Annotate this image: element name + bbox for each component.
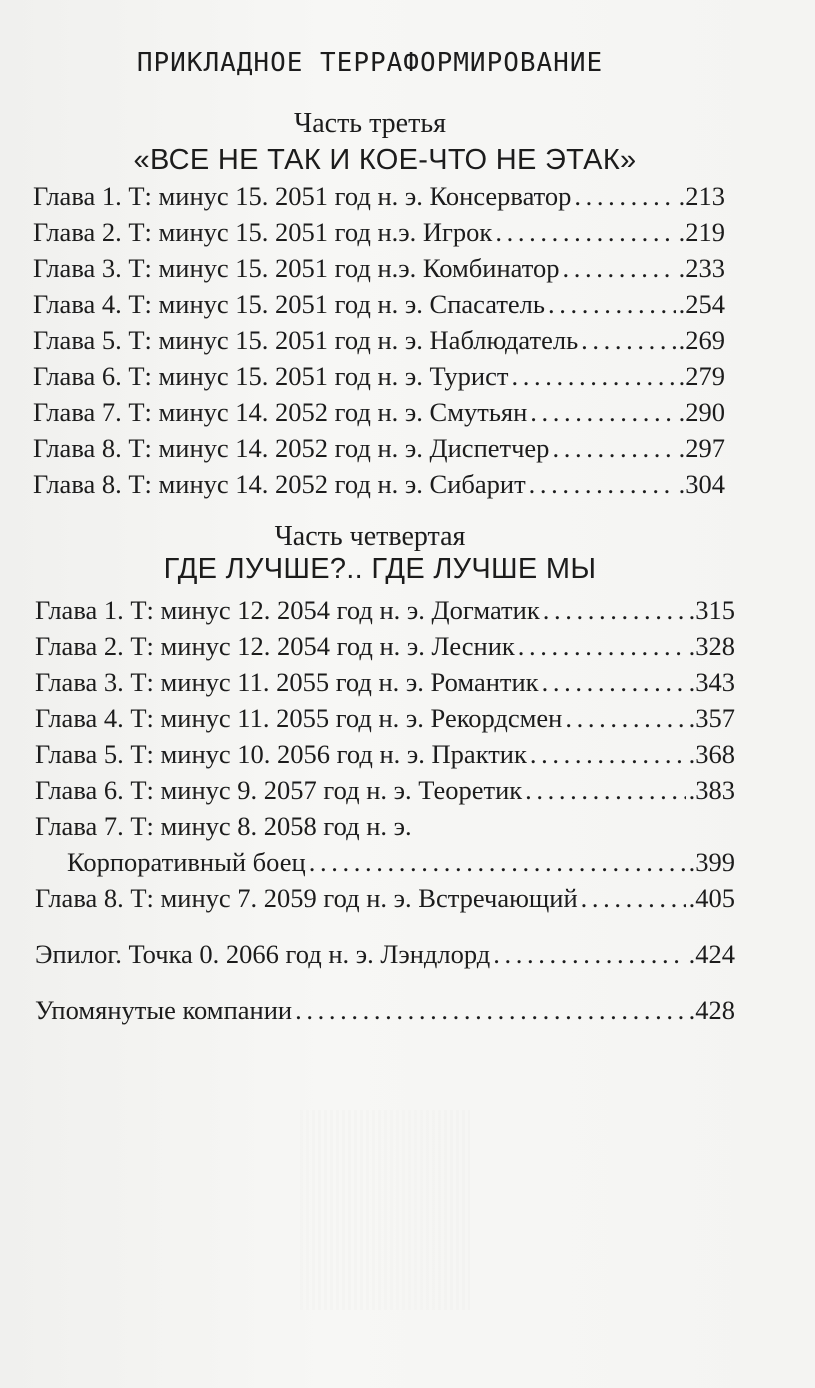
- entry-title: Глава 5. Т: минус 15. 2051 год н. э. Наблюдатель: [33, 325, 579, 355]
- entry-page: .254: [678, 289, 725, 319]
- spacer: [35, 975, 735, 995]
- dot-leader: [565, 703, 685, 734]
- dot-leader: [495, 217, 675, 248]
- part-four-label: Часть четвертая: [274, 521, 466, 552]
- toc-entry[interactable]: [35, 883, 735, 919]
- entry-page: .368: [688, 739, 735, 769]
- toc-entry[interactable]: [35, 739, 735, 775]
- dot-leader: [542, 667, 686, 698]
- dot-leader: [548, 289, 676, 320]
- entry-page: .304: [678, 469, 725, 499]
- toc-entry[interactable]: [33, 253, 725, 289]
- entry-title: Глава 7. Т: минус 14. 2052 год н. э. Смутьян: [33, 397, 528, 427]
- toc-entry[interactable]: [33, 361, 725, 397]
- spacer: [35, 919, 735, 939]
- part-three-toc: [33, 181, 725, 505]
- entry-title: Глава 1. Т: минус 15. 2051 год н. э. Консерватор: [33, 181, 572, 211]
- entry-title: Глава 3. Т: минус 15. 2051 год н.э. Комбинатор: [33, 253, 560, 283]
- entry-page: .315: [688, 595, 735, 625]
- part-three-title: «ВСЕ НЕ ТАК И КОЕ-ЧТО НЕ ЭТАК»: [133, 144, 637, 176]
- entry-page: .428: [688, 995, 735, 1025]
- running-head: ПРИКЛАДНОЕ ТЕРРАФОРМИРОВАНИЕ: [136, 48, 604, 78]
- entry-page: .357: [688, 703, 735, 733]
- toc-entry[interactable]: [33, 289, 725, 325]
- toc-entry-epilogue[interactable]: [35, 939, 735, 975]
- show-through-texture: [300, 1110, 470, 1310]
- entry-title: Глава 1. Т: минус 12. 2054 год н. э. Догматик: [35, 595, 540, 625]
- dot-leader: [518, 631, 686, 662]
- toc-entry[interactable]: [33, 433, 725, 469]
- entry-page: .405: [688, 883, 735, 913]
- dot-leader: [525, 775, 685, 806]
- entry-title: Глава 4. Т: минус 15. 2051 год н. э. Спасатель: [33, 289, 545, 319]
- toc-entry[interactable]: [35, 631, 735, 667]
- part-three-label: Часть третья: [294, 108, 446, 139]
- entry-page: .297: [678, 433, 725, 463]
- toc-entry[interactable]: [35, 703, 735, 739]
- entry-page: .219: [678, 217, 725, 247]
- toc-entry[interactable]: [33, 469, 725, 505]
- entry-page: .233: [678, 253, 725, 283]
- dot-leader: [562, 253, 675, 284]
- dot-leader: [574, 181, 675, 212]
- entry-title: Глава 2. Т: минус 15. 2051 год н.э. Игрок: [33, 217, 493, 247]
- toc-entry-heading[interactable]: [35, 811, 735, 847]
- toc-entry[interactable]: [35, 667, 735, 703]
- dot-leader: [530, 397, 675, 428]
- part-four-title: ГДЕ ЛУЧШЕ?.. ГДЕ ЛУЧШЕ МЫ: [163, 553, 597, 585]
- entry-title: Глава 5. Т: минус 10. 2056 год н. э. Практик: [35, 739, 527, 769]
- entry-title: Глава 2. Т: минус 12. 2054 год н. э. Лесник: [35, 631, 515, 661]
- toc-entry-companies[interactable]: [35, 995, 735, 1031]
- dot-leader: [295, 995, 686, 1026]
- toc-entry[interactable]: [33, 181, 725, 217]
- part-four-toc: [35, 595, 735, 1031]
- dot-leader: [530, 739, 686, 770]
- entry-page: .290: [678, 397, 725, 427]
- dot-leader: [552, 433, 675, 464]
- entry-page: .328: [688, 631, 735, 661]
- toc-entry[interactable]: [33, 325, 725, 361]
- entry-title: Глава 6. Т: минус 15. 2051 год н. э. Турист: [33, 361, 509, 391]
- toc-entry[interactable]: [35, 595, 735, 631]
- entry-title: Глава 8. Т: минус 7. 2059 год н. э. Встречающий: [35, 883, 578, 913]
- dot-leader: [581, 883, 686, 914]
- toc-entry[interactable]: [35, 775, 735, 811]
- entry-page: .279: [678, 361, 725, 391]
- dot-leader: [493, 939, 685, 970]
- toc-entry[interactable]: [33, 397, 725, 433]
- entry-page: .424: [688, 939, 735, 969]
- entry-title: Глава 4. Т: минус 11. 2055 год н. э. Рекордсмен: [35, 703, 563, 733]
- toc-entry-continued[interactable]: [35, 847, 735, 883]
- dot-leader: [581, 325, 675, 356]
- dot-leader: [543, 595, 686, 626]
- entry-page: .269: [678, 325, 725, 355]
- dot-leader: [309, 847, 686, 878]
- entry-page: .213: [678, 181, 725, 211]
- entry-page: .343: [688, 667, 735, 697]
- entry-title: Глава 7. Т: минус 8. 2058 год н. э.: [35, 811, 412, 841]
- entry-title: Глава 8. Т: минус 14. 2052 год н. э. Диспетчер: [33, 433, 550, 463]
- entry-page: .383: [688, 775, 735, 805]
- entry-title: Глава 8. Т: минус 14. 2052 год н. э. Сибарит: [33, 469, 526, 499]
- entry-title: Глава 6. Т: минус 9. 2057 год н. э. Теоретик: [35, 775, 523, 805]
- entry-title: Корпоративный боец: [67, 847, 306, 877]
- dot-leader: [529, 469, 676, 500]
- entry-title: Глава 3. Т: минус 11. 2055 год н. э. Романтик: [35, 667, 539, 697]
- entry-title: Упомянутые компании: [35, 995, 293, 1025]
- entry-page: .399: [688, 847, 735, 877]
- dot-leader: [511, 361, 675, 392]
- entry-title: Эпилог. Точка 0. 2066 год н. э. Лэндлорд: [35, 939, 491, 969]
- toc-entry[interactable]: [33, 217, 725, 253]
